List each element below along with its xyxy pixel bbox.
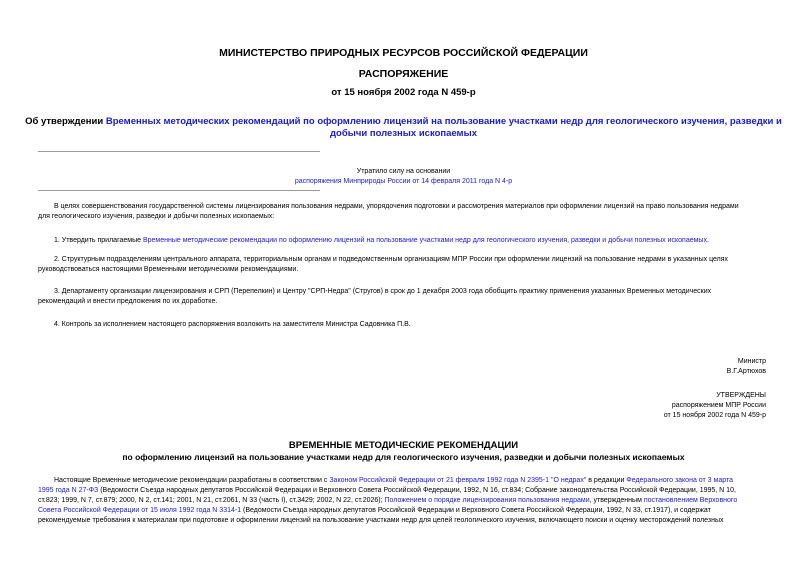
subsoil-law-link[interactable]: Законом Российской Федерации от 21 февраля 1992 года N 2395-1 "О недрах" <box>329 477 587 484</box>
approval-authority: распоряжением МПР России <box>671 402 766 409</box>
status-note <box>0 177 807 186</box>
recommendations-link[interactable]: Временные методические рекомендации по оформлению лицензий на пользование участками недр для геологического изучения, разведки и добычи полезных ископаемых <box>142 237 707 244</box>
recommendations-title: ВРЕМЕННЫЕ МЕТОДИЧЕСКИЕ РЕКОМЕНДАЦИИ <box>288 440 519 451</box>
paragraph-2: 2. Структурным подразделениям центрального аппарата, территориальным органам и подведомственным организациям МПР России при оформлении лицензий на пользование недрами в указанных целях <box>54 256 729 263</box>
intro-paragraph <box>38 202 770 212</box>
rec-line-4 <box>38 506 770 516</box>
title-prefix: Об утверждении <box>25 116 106 127</box>
supreme-council-decree-link-continued[interactable]: Совета Российской Федерации от 15 июля 1992 года N 3314-1 <box>38 507 242 514</box>
rec-line-5: рекомендуемые требования к материалам при подготовке и оформлении лицензий на пользование участками недр для целей геологического изучения, включающего поиски и оценку месторождений полезных <box>38 517 724 524</box>
paragraph-1 <box>38 236 770 246</box>
paragraph-3: 3. Департаменту организации лицензирования и СРП (Перепелкин) и Центру "СРП-Недра" (Стругов) в срок до 1 декабря 2003 года обобщить практику применения указанных Временных методических <box>54 288 712 295</box>
rec-text: ст.823; 1999, N 7, ст.879; 2000, N 2, ст.141; 2001, N 21, ст.2061, N 33 (часть I), ст.3429; 2002, N 22, ст.2026); <box>38 497 385 504</box>
status-note-text: Утратило силу на основании <box>356 168 451 175</box>
title-link-continued[interactable]: добычи полезных ископаемых <box>330 128 477 139</box>
rec-text: (Ведомости Съезда народных депутатов Российской Федерации и Верховного Совета Российской Федерации, 1992, N 33, ст.1917), и содержат <box>241 507 711 514</box>
signature-name: В.Г.Артюхов <box>726 368 766 375</box>
rec-line-3 <box>38 496 770 506</box>
rec-line-1 <box>38 476 770 486</box>
ministry-name: МИНИСТЕРСТВО ПРИРОДНЫХ РЕСУРСОВ РОССИЙСКОЙ ФЕДЕРАЦИИ <box>219 47 588 59</box>
signature-position: Министр <box>737 358 766 365</box>
intro-paragraph-end: для геологического изучения, разведки и добычи полезных ископаемых: <box>38 213 275 220</box>
rec-text: Настоящие Временные методические рекомендации разработаны в соответствии с <box>54 477 330 484</box>
paragraph-1-prefix: 1. Утвердить прилагаемые <box>54 237 143 244</box>
paragraph-4: 4. Контроль за исполнением настоящего распоряжения возложить на заместителя Министра Садовника П.В. <box>54 321 411 328</box>
licensing-regulation-link[interactable]: Положением о порядке лицензирования пользования недрами <box>384 497 590 504</box>
repeal-order-link[interactable]: распоряжения Минприроды России от 14 февраля 2011 года N 4-р <box>294 178 513 185</box>
federal-law-link-continued[interactable]: 1995 года N 27-ФЗ <box>38 487 99 494</box>
document-type: РАСПОРЯЖЕНИЕ <box>358 68 449 80</box>
divider-bottom <box>38 190 320 191</box>
document-title <box>0 116 807 140</box>
divider-top <box>38 151 320 152</box>
rec-text: , утвержденным <box>589 497 644 504</box>
document-date-number: от 15 ноября 2002 года N 459-р <box>331 87 476 98</box>
approval-date: от 15 ноября 2002 года N 459-р <box>663 412 766 419</box>
paragraph-1-suffix: . <box>706 237 709 244</box>
recommendations-subtitle: по оформлению лицензий на пользование участками недр для геологического изучения, разведки и добычи полезных ископаемых <box>122 452 685 462</box>
rec-line-2 <box>38 486 770 496</box>
paragraph-3-end: рекомендаций и внести предложения по их доработке. <box>38 298 218 305</box>
rec-text: в редакции <box>586 477 627 484</box>
approval-label: УТВЕРЖДЕНЫ <box>716 392 766 399</box>
paragraph-2-end: руководствоваться настоящими Временными методическими рекомендациями. <box>38 266 299 273</box>
rec-text: (Ведомости Съезда народных депутатов Российской Федерации и Верховного Совета Российской Федерации, 1992, N 16, ст.834; Собрание законодательства Российской Федерации, 1995, N 10, <box>98 487 736 494</box>
federal-law-link[interactable]: Федерального закона от 3 марта <box>626 477 733 484</box>
supreme-council-decree-link[interactable]: постановлением Верховного <box>643 497 738 504</box>
intro-line-1: В целях совершенствования государственной системы лицензирования пользования недрами, упорядочения подготовки и рассмотрения материалов при оформлении лицензий на право пользования недрами <box>54 203 739 210</box>
title-link[interactable]: Временных методических рекомендаций по оформлению лицензий на пользование участками недр для геологического изучения, разведки и <box>105 116 782 127</box>
